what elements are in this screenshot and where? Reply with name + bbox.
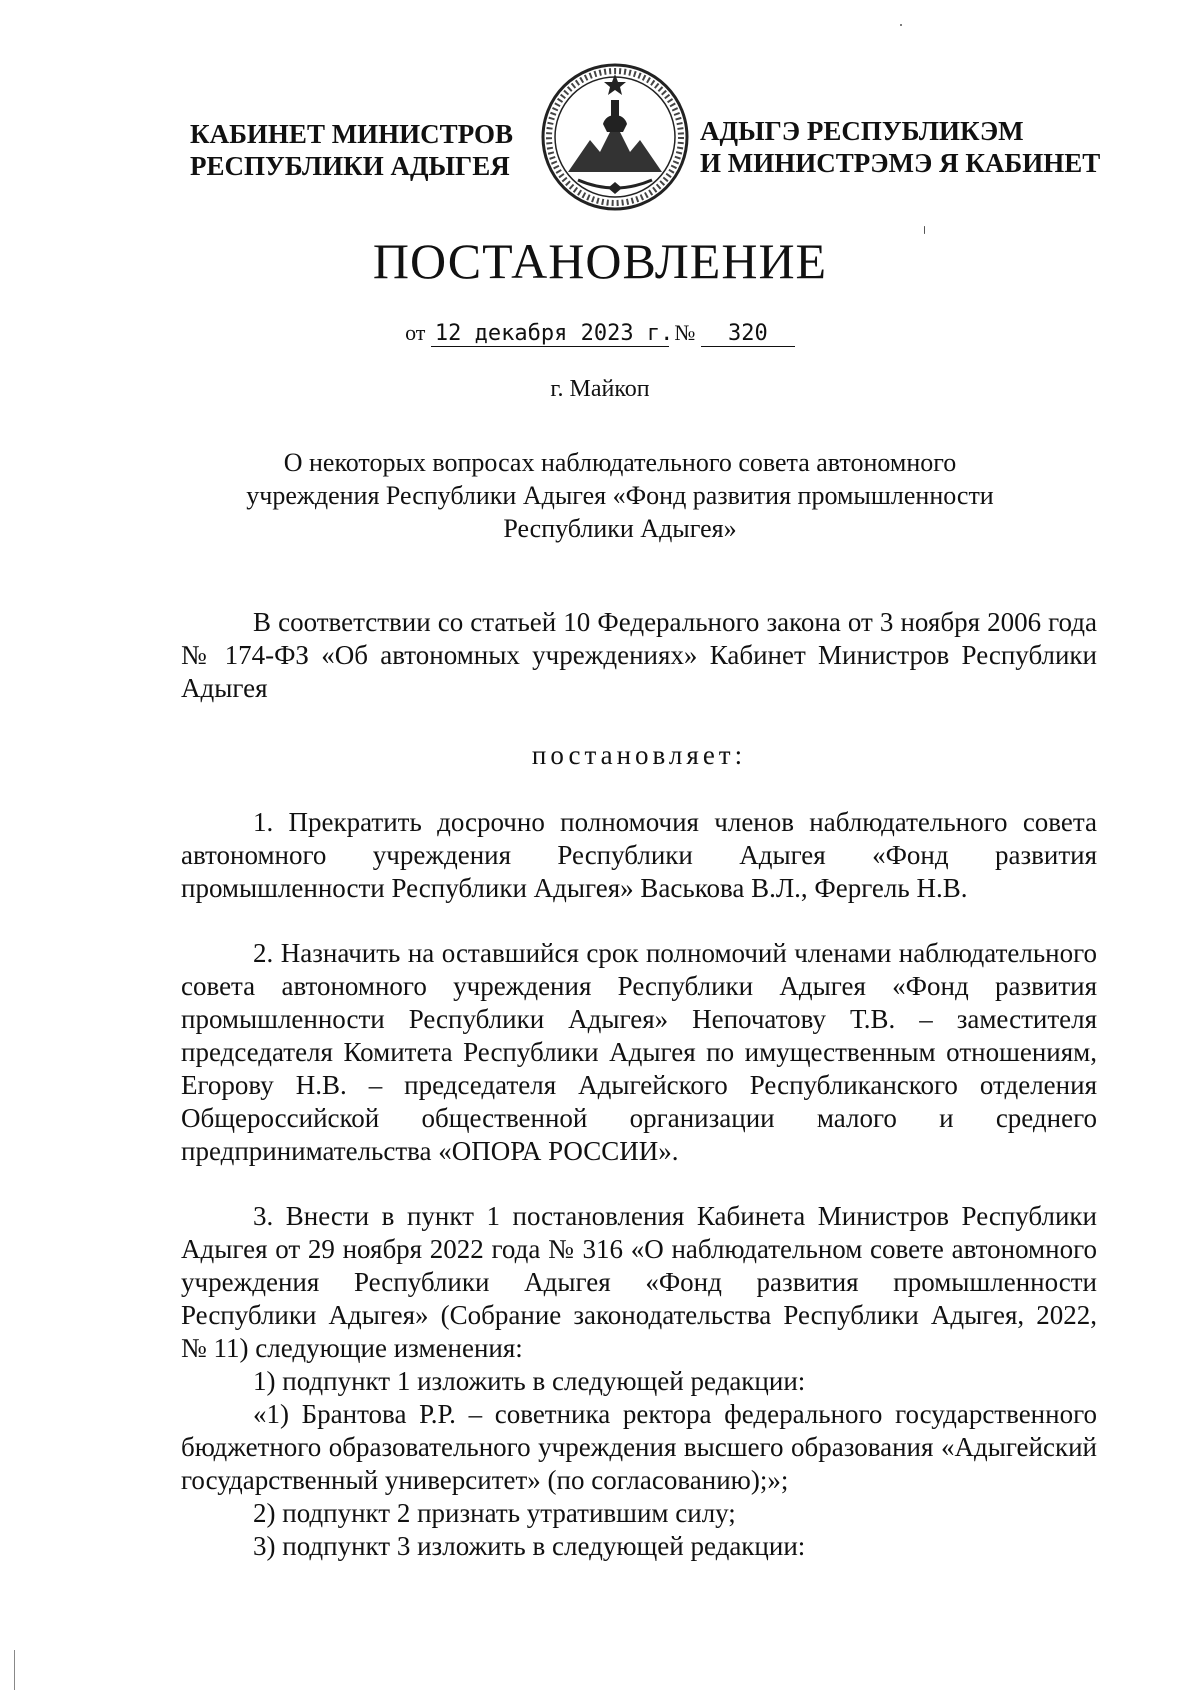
- date-from-label: от: [405, 320, 426, 345]
- subject-line-2: учреждения Республики Адыгея «Фонд развития промышленности: [246, 481, 994, 510]
- preamble-paragraph: В соответствии со статьей 10 Федерального закона от 3 ноября 2006 года № 174-ФЗ «Об автономных учреждениях» Кабинет Министров Республики Адыгея: [181, 607, 1097, 703]
- point-2-paragraph: 2. Назначить на оставшийся срок полномочий членами наблюдательного совета автономного учреждения Республики Адыгея «Фонд развития промышленности Республики Адыгея» Непочатову Т.В. – заместителя председателя Комитета Республики Адыгея по имущественным отношениям, Егорову Н.В. – председателя Адыгейского Республиканского отделения Общероссийской общественной организации малого и среднего предпринимательства «ОПОРА РОССИИ».: [181, 938, 1097, 1166]
- header-right: [700, 115, 1100, 179]
- document-date: 12 декабря 2023 г.: [431, 321, 669, 347]
- header-left-line-1: КАБИНЕТ МИНИСТРОВ: [190, 119, 514, 149]
- city: г. Майкоп: [550, 376, 650, 402]
- scan-speck: [924, 226, 925, 234]
- number-label: №: [674, 320, 696, 345]
- subpoint-2: 2) подпункт 2 признать утратившим силу;: [253, 1498, 736, 1528]
- document-subject: [180, 446, 1060, 545]
- document-body: [181, 606, 1097, 1563]
- scan-margin-line: [14, 1650, 15, 1690]
- header-left-line-2: РЕСПУБЛИКИ АДЫГЕЯ: [190, 151, 510, 181]
- subpoint-3: 3) подпункт 3 изложить в следующей редакции:: [253, 1531, 806, 1561]
- document-number: 320: [701, 321, 795, 347]
- point-3-paragraph: 3. Внести в пункт 1 постановления Кабинета Министров Республики Адыгея от 29 ноября 2022 года № 316 «О наблюдательном совете автономного учреждения Республики Адыгея «Фонд развития промышленности Республики Адыгея» (Собрание законодательства Республики Адыгея, 2022, № 11) следующие изменения:: [181, 1201, 1097, 1363]
- subject-line-3: Республики Адыгея»: [503, 514, 737, 543]
- subject-line-1: О некоторых вопросах наблюдательного совета автономного: [283, 448, 957, 477]
- date-number-line: [0, 320, 1200, 347]
- subpoint-1-text: «1) Брантова Р.Р. – советника ректора федерального государственного бюджетного образовательного учреждения высшего образования «Адыгейский государственный университет» (по согласованию);»;: [181, 1399, 1097, 1495]
- decree-word: постановляет:: [531, 740, 747, 770]
- header-right-line-1: АДЫГЭ РЕСПУБЛИКЭМ: [700, 116, 1024, 146]
- header-left: [190, 118, 513, 182]
- subpoint-1: 1) подпункт 1 изложить в следующей редакции:: [253, 1366, 806, 1396]
- document-title: ПОСТАНОВЛЕНИЕ: [372, 233, 828, 289]
- scan-speck: [900, 24, 902, 26]
- point-1-paragraph: 1. Прекратить досрочно полномочия членов наблюдательного совета автономного учреждения Республики Адыгея «Фонд развития промышленности Республики Адыгея» Васькова В.Л., Фергель Н.В.: [181, 807, 1097, 903]
- coat-of-arms-adygea-icon: [538, 62, 692, 212]
- header-right-line-2: И МИНИСТРЭМЭ Я КАБИНЕТ: [700, 148, 1101, 178]
